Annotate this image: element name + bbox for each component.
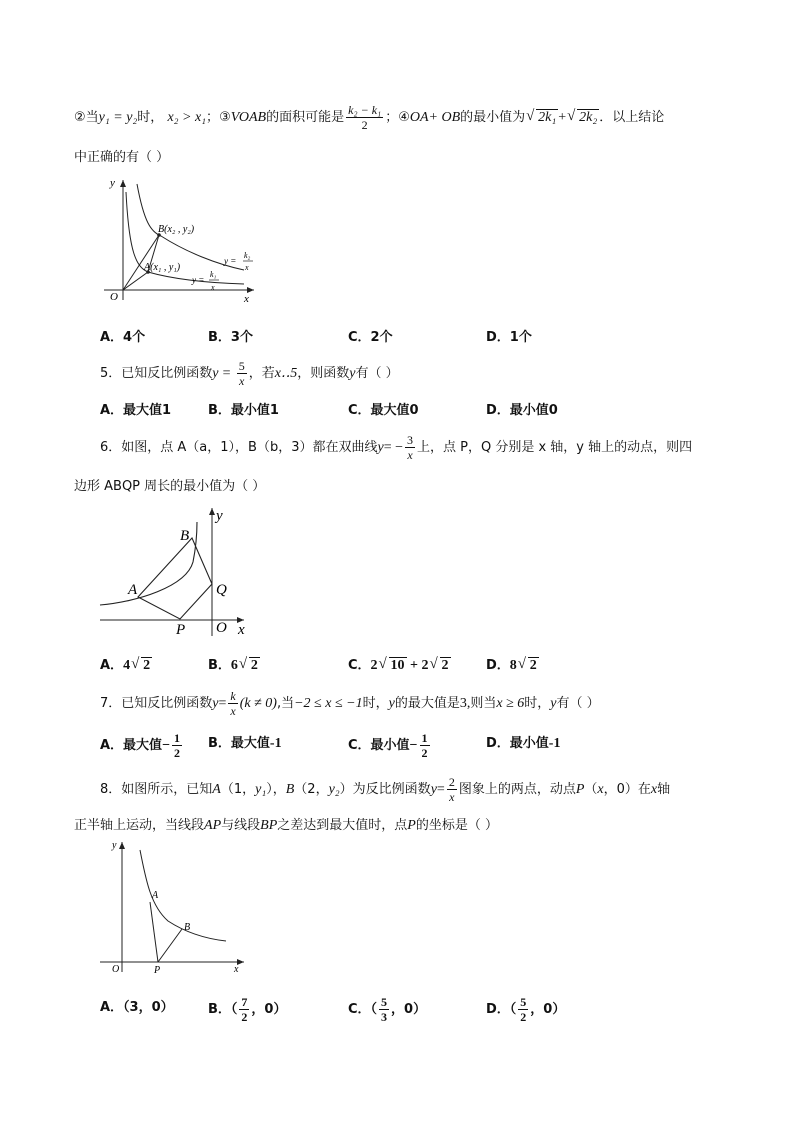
origin-label: O — [112, 964, 120, 975]
q6-stem-line-2: 边形 ABQP 周长的最小值为（ ） — [74, 479, 266, 494]
choice-c[interactable]: C．最小值− $\frac{1}{2}$ — [348, 731, 428, 760]
x-axis-label: x — [234, 964, 239, 975]
choice-d[interactable]: D．最小值-1 — [486, 736, 561, 751]
choice-a[interactable]: A．最大值− $\frac{1}{2}$ — [100, 731, 181, 760]
point-a-label: A(x₁ , y₁) — [144, 262, 181, 273]
y-axis-label: y — [110, 177, 115, 189]
choice-d[interactable]: D．1个 — [486, 330, 532, 345]
q6-figure — [96, 502, 256, 642]
x-axis-label: x — [238, 622, 245, 638]
point-a-label: A — [152, 890, 159, 901]
y-axis-label: y — [216, 508, 223, 524]
q7-stem: 7．已知反比例函数y= $\frac{k}{x}$ (k ≠ 0),当−2 ≤ x ≤ −1时，y的最大值是3,则当x ≥ 6时，y有（ ） — [100, 689, 600, 718]
circle-2: ② — [74, 110, 86, 125]
choice-a[interactable]: A．最大值1 — [100, 403, 172, 418]
choice-b[interactable]: B．3个 — [208, 330, 253, 345]
sqrt-expression: √ 2k₁ — [527, 110, 558, 126]
fraction: $\frac{k}{x}$ — [230, 689, 236, 718]
fraction: $\frac{5}{x}$ — [238, 359, 245, 388]
svg-text:k₂: k₂ — [244, 251, 251, 260]
point-a-label: A — [128, 582, 138, 598]
choice-b[interactable]: B．最小值1 — [208, 403, 279, 418]
choice-c[interactable]: C．最大值0 — [348, 403, 419, 418]
point-p-label: P — [176, 622, 186, 638]
q8-figure — [98, 836, 258, 978]
choice-d[interactable]: D．8√ 2 — [486, 654, 539, 674]
svg-text:k₁: k₁ — [210, 270, 217, 279]
y-axis-label: y — [112, 840, 117, 851]
choice-b[interactable]: B．最大值-1 — [208, 736, 282, 751]
q4-line-2: 中正确的有（ ） — [74, 150, 170, 165]
point-q-label: Q — [216, 582, 227, 598]
fraction: $\frac{\text{k₂ − k₁}}{2}$ — [348, 103, 382, 132]
circle-3: ③ — [219, 110, 231, 125]
point-b-label: B — [184, 922, 191, 933]
point-b-label: B — [180, 528, 190, 544]
origin-label: O — [110, 291, 118, 303]
fraction: $\frac{2}{x}$ — [448, 775, 455, 804]
choice-c[interactable]: C．2√ 10 + 2√ 2 — [348, 654, 451, 674]
circle-4: ④ — [398, 110, 410, 125]
choice-a[interactable]: A．（3，0） — [100, 1000, 174, 1015]
fraction: $\frac{3}{x}$ — [407, 433, 413, 462]
choice-a[interactable]: A．4个 — [100, 330, 146, 345]
svg-text:y =: y = — [192, 275, 205, 285]
choice-a[interactable]: A．4√ 2 — [100, 654, 152, 674]
svg-text:x: x — [245, 263, 249, 272]
choice-d[interactable]: D．（ $\frac{5}{2}$ ，0） — [486, 995, 566, 1024]
choice-c[interactable]: C．2个 — [348, 330, 393, 345]
q8-stem-line-1: 8．如图所示，已知A（1，y₁），B（2，y₂）为反比例函数y= $\frac{2}{x}$ 图象上的两点，动点P（x，0）在x轴 — [100, 775, 671, 804]
origin-label: O — [216, 620, 227, 636]
q5-stem: 5．已知反比例函数y = $\frac{5}{x}$ ，若x‥5，则函数y有（ ） — [100, 359, 399, 388]
point-b-label: B(x₂ , y₂) — [158, 224, 195, 235]
choice-b[interactable]: B．（ $\frac{7}{2}$ ，0） — [208, 995, 287, 1024]
q6-stem-line-1: 6．如图，点 A（a，1），B（b，3）都在双曲线y= − $\frac{3}{x}$ 上，点 P，Q 分别是 x 轴，y 轴上的动点，则四 — [100, 433, 693, 462]
choice-c[interactable]: C．（ $\frac{5}{3}$ ，0） — [348, 995, 427, 1024]
q4-line-1: ②当y₁ = y₂时， x₂ > x₁；③VOAB的面积可能是 $\frac{\text{k₂ − k₁}}{2}$ ；④OA+ OB的最小值为√ 2k₁ +√ 2k₂ ．以上结论 — [74, 104, 664, 131]
svg-text:y =: y = — [224, 256, 237, 266]
sqrt-expression: √ 2k₂ — [568, 110, 599, 126]
svg-text:x: x — [211, 283, 215, 292]
choice-d[interactable]: D．最小值0 — [486, 403, 558, 418]
point-p-label: P — [154, 965, 161, 976]
q4-figure — [96, 172, 266, 306]
choice-b[interactable]: B．6√ 2 — [208, 654, 260, 674]
q8-stem-line-2: 正半轴上运动，当线段AP与线段BP之差达到最大值时，点P的坐标是（ ） — [74, 818, 498, 833]
x-axis-label: x — [244, 293, 249, 305]
